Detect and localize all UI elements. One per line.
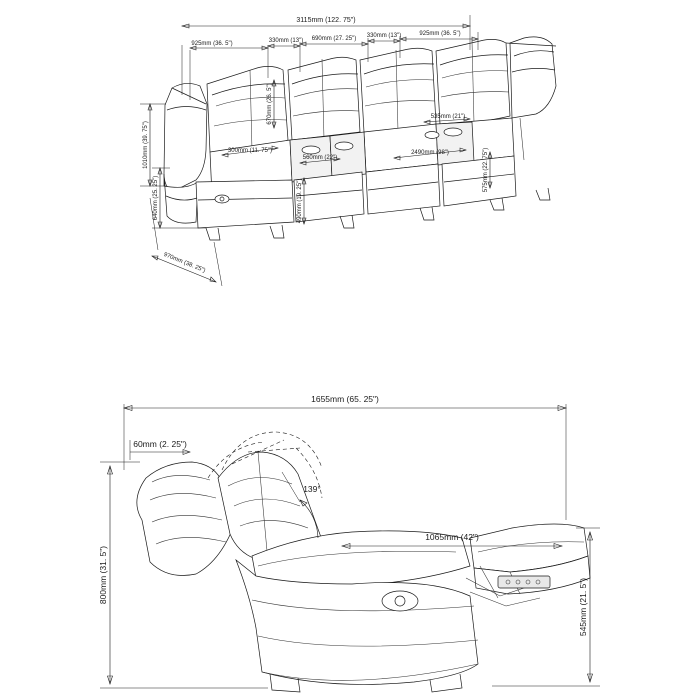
dim-side-small: 575mm (22. 75") [483, 147, 489, 193]
dim-extended-length: 1655mm (65. 25") [311, 394, 379, 404]
dim-recline-angle: 139° [303, 484, 321, 494]
sofa-outline [164, 37, 556, 240]
dim-seat-depth: 560mm (22") [302, 155, 338, 161]
dim-seg-1: 925mm (36. 5") [191, 41, 233, 47]
dim-seg-5: 925mm (36. 5") [419, 31, 461, 37]
dim-seat-to-footrest: 1065mm (42") [425, 532, 479, 542]
perspective-view [140, 15, 556, 286]
dim-seg-4: 330mm (13") [366, 33, 402, 39]
dim-seat-width: 300mm (11. 75") [227, 148, 273, 154]
dim-clearance: 60mm (2. 25") [133, 439, 187, 449]
dim-back-depth: 2490mm (98") [411, 150, 449, 156]
recliner-outline [137, 432, 590, 692]
dim-depth: 970mm (38. 25") [162, 251, 207, 275]
side-section-view [98, 394, 600, 692]
dim-seg-2: 330mm (13") [268, 38, 304, 44]
dim-overall-height: 1010mm (39. 75") [143, 121, 149, 169]
dim-back-height-side: 545mm (21. 5") [578, 577, 588, 637]
dim-seat-height: 640mm (25. 25") [153, 175, 159, 221]
dim-seg-3: 690mm (27. 25") [311, 36, 357, 42]
dim-back-height: 670mm (26. 5") [267, 83, 273, 125]
dim-arm-height: 490mm (19. 25") [297, 178, 303, 224]
dim-overall-width: 3115mm (122. 75") [296, 17, 356, 24]
dim-console-width: 535mm (21") [430, 114, 466, 120]
dim-overall-height-side: 800mm (31. 5") [98, 545, 108, 605]
